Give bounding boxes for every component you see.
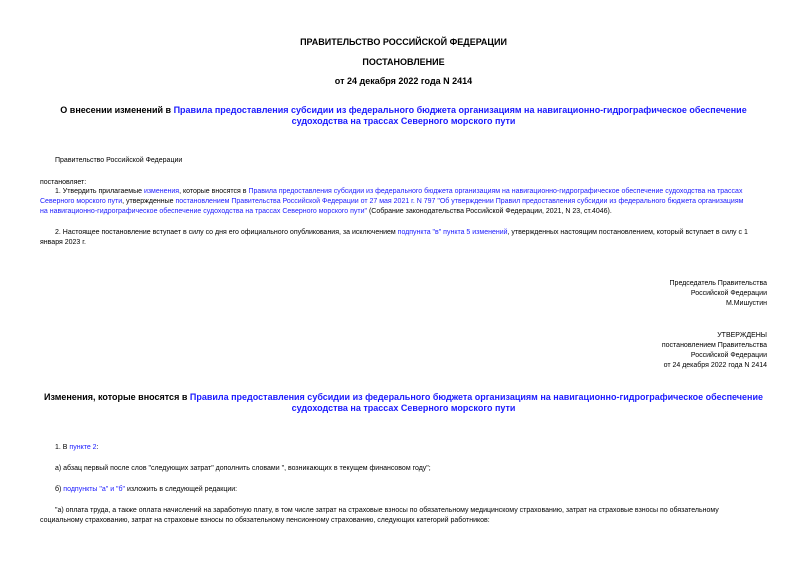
paragraph-1 <box>40 187 767 217</box>
link-subpoints-a-b[interactable]: подпункты "а" и "б" <box>63 486 126 493</box>
document-title <box>0 105 807 127</box>
item1-text: 1. В <box>55 444 70 451</box>
government-heading: ПРАВИТЕЛЬСТВО РОССИЙСКОЙ ФЕДЕРАЦИИ <box>300 37 507 47</box>
quoted-text <box>40 506 767 526</box>
p2-line-2: января 2023 г. <box>40 239 86 246</box>
approved-line-4: от 24 декабря 2022 года N 2414 <box>663 362 767 369</box>
p1-text-3: , утвержденные <box>122 198 176 205</box>
signature-title: Председатель Правительства <box>669 280 767 287</box>
title-link[interactable]: Правила предоставления субсидии из федерального бюджета организациям на навигационно-гидрографическое обеспечение <box>173 105 747 115</box>
changes-title-prefix: Изменения, которые вносятся в <box>43 392 190 402</box>
title-link-cont[interactable]: судоходства на трассах Северного морского пути <box>291 116 516 126</box>
document-type: ПОСТАНОВЛЕНИЕ <box>362 57 445 67</box>
link-rules[interactable]: Правила предоставления субсидии из федерального бюджета организациям на навигационно-гидрографическое обеспечение судоходства на трассах <box>248 188 743 195</box>
p1-text-4: (Собрание законодательства Российской Федерации, 2021, N 23, ст.4046). <box>367 208 612 215</box>
document-date-number: от 24 декабря 2022 года N 2414 <box>334 76 473 86</box>
item-b-end: изложить в следующей редакции: <box>125 486 238 493</box>
change-item-a: а) абзац первый после слов "следующих затрат" дополнить словами ", возникающих в текущем финансовом году"; <box>55 465 431 472</box>
p1-text-2: , которые вносятся в <box>179 188 249 195</box>
link-subpoint-v[interactable]: подпункта "в" пункта 5 изменений <box>397 229 508 236</box>
change-item-b <box>55 485 237 495</box>
approved-block <box>467 331 767 371</box>
signature-block <box>467 279 767 309</box>
link-decree-797[interactable]: постановлением Правительства Российской Федерации от 27 мая 2021 г. N 797 "Об утверждении Правил предоставления субсидии из федерального бюджета организациям <box>175 198 744 205</box>
link-rules-cont[interactable]: Северного морского пути <box>40 198 123 205</box>
approved-line-2: постановлением Правительства <box>661 342 767 349</box>
signature-title-2: Российской Федерации <box>690 290 767 297</box>
title-prefix: О внесении изменений в <box>60 105 174 115</box>
item1-end: : <box>96 444 99 451</box>
p1-text-1: 1. Утвердить прилагаемые <box>55 188 144 195</box>
signature-name: М.Мишустин <box>725 300 767 307</box>
approved-line-3: Российской Федерации <box>690 352 767 359</box>
item-b-text: б) <box>55 486 64 493</box>
quote-line-1: "а) оплата труда, а также оплата начислений на заработную плату, в том числе затрат на страховые взносы по обязательному медицинскому страхованию, затрат на страховые взносы по обязательному <box>55 507 719 514</box>
government-name: Правительство Российской Федерации <box>55 157 183 164</box>
changes-title <box>0 392 807 414</box>
changes-title-link-cont[interactable]: судоходства на трассах Северного морского пути <box>291 403 516 413</box>
approved-label: УТВЕРЖДЕНЫ <box>717 332 767 339</box>
link-point-2[interactable]: пункте 2 <box>69 444 97 451</box>
p2-text-1: 2. Настоящее постановление вступает в силу со дня его официального опубликования, за исключением <box>55 229 398 236</box>
decrees-word: постановляет: <box>40 179 87 186</box>
p2-text-2: , утвержденных настоящим постановлением, который вступает в силу с 1 <box>507 229 748 236</box>
quote-line-2: социальному страхованию, затрат на страховые взносы по обязательному пенсионному страхованию, следующих категорий работников: <box>40 517 490 524</box>
change-item-1 <box>55 443 99 453</box>
link-changes[interactable]: изменения <box>143 188 180 195</box>
link-decree-797-cont[interactable]: на навигационно-гидрографическое обеспечение судоходства на трассах Северного морского пути" <box>40 208 367 215</box>
paragraph-2 <box>40 228 767 248</box>
changes-title-link[interactable]: Правила предоставления субсидии из федерального бюджета организациям на навигационно-гидрографическое обеспечение <box>189 392 763 402</box>
